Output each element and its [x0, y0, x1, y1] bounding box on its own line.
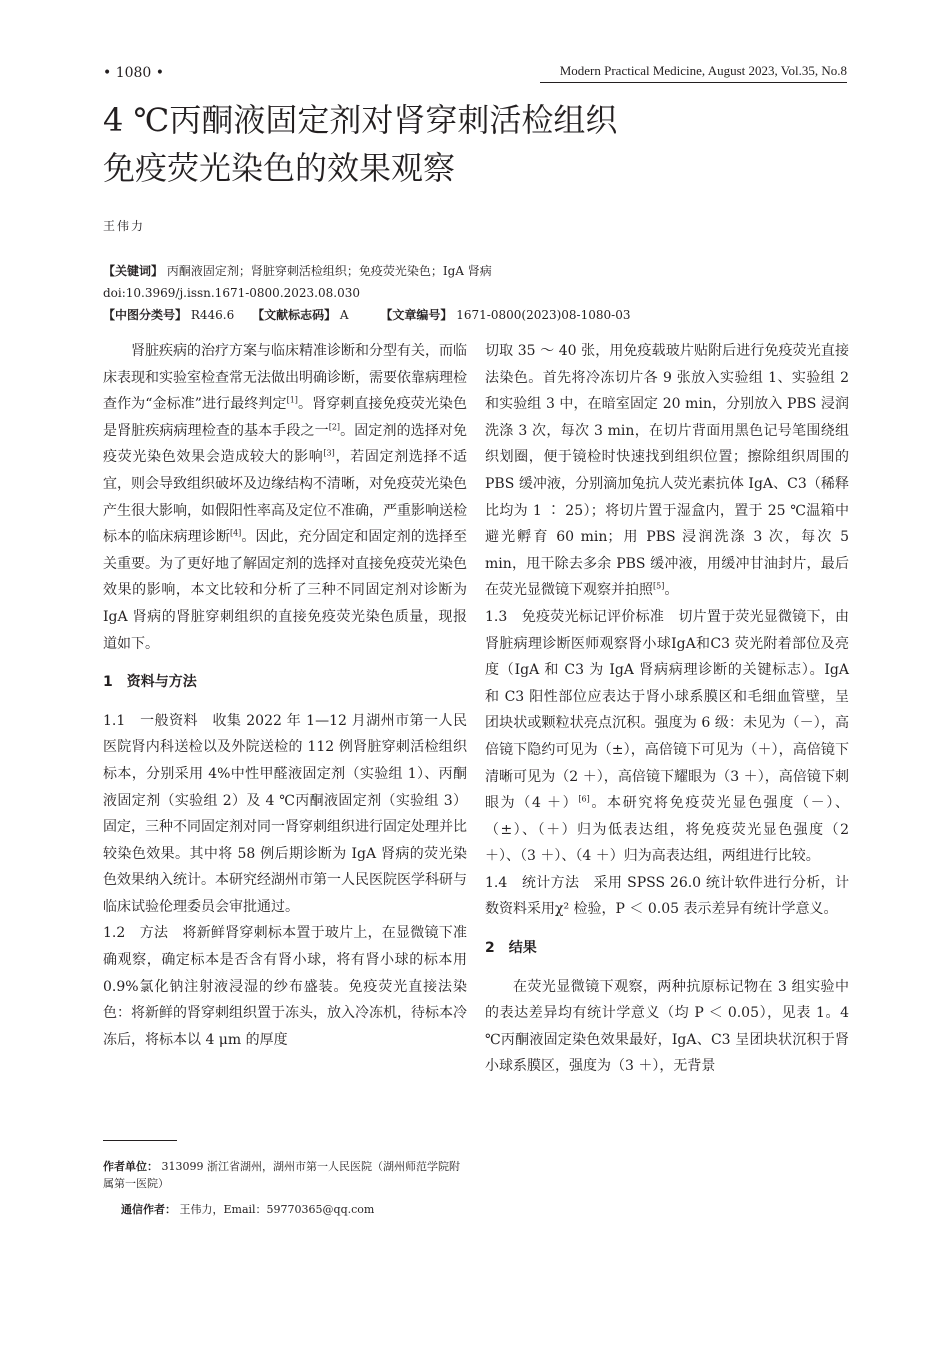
corresponding-author: 王伟力，Email：59770365@qq.com	[179, 1203, 375, 1216]
classification-line	[103, 306, 863, 324]
paragraph-1-3-text-a: 1.3 免疫荧光标记评价标准 切片置于荧光显微镜下，由肾脏病理诊断医师观察肾小球IgA和C3 荧光附着部位及亮度（IgA 和 C3 为 IgA 肾病病理诊断的关键标志）。IgA 和 C3 阳性部位应表达于肾小球系膜区和毛细血管壁，呈团块状或颗粒状亮点沉积。强度为 6 级：未见为（－），高倍镜下隐约可见为（±），高倍镜下可见为（＋），高倍镜下清晰可见为（2 ＋），高倍镜下耀眼为（3 ＋），高倍镜下刺眼为（4 ＋）	[485, 608, 849, 812]
corresponding-footnote	[121, 1201, 483, 1218]
paragraph-1-2: 1.2 方法 将新鲜肾穿刺标本置于玻片上，在显微镜下准确观察，确定标本是否含有肾小球，将有肾小球的标本用 0.9%氯化钠注射液浸湿的纱布盛装。免疫荧光直接法染色：将新鲜的肾穿刺组织置于冻头，放入冷冻机，待标本冷冻后，将标本以 4 μm 的厚度	[103, 925, 467, 1048]
article-title	[103, 96, 803, 192]
results-paragraph: 在荧光显微镜下观察，两种抗原标记物在 3 组实验中的表达差异均有统计学意义（均 P ＜ 0.05），见表 1。4 ℃丙酮液固定染色效果最好，IgA、C3 呈团块状沉积于肾小球系膜区，强度为（3 ＋），无背景	[485, 978, 849, 1075]
section-heading-2: 2 结果	[485, 940, 537, 957]
footnote-rule	[103, 1140, 177, 1141]
clc-value: R446.6	[190, 308, 235, 322]
continued-text-end: 。	[664, 582, 679, 599]
corresponding-label: 通信作者：	[121, 1203, 176, 1216]
keywords-label: 【关键词】	[103, 264, 164, 278]
right-column	[485, 338, 849, 1080]
intro-text-3: 。固定剂的选择对免疫荧光染色效果会造成较大的影响	[103, 422, 468, 466]
intro-text-4: ，若固定剂选择不适宜，则会导致组织破坏及边缘结构不清晰，对免疫荧光染色产生很大影响，如假阳性率高及定位不准确，严重影响送检标本的临床病理诊断	[103, 449, 468, 546]
citation-6: [6]	[578, 794, 590, 804]
intro-text-2: 。肾穿刺直接免疫荧光染色是肾脏疾病病理检查的基本手段之一	[103, 396, 467, 439]
citation-4: [4]	[229, 528, 242, 538]
paragraph-1-4: 1.4 统计方法 采用 SPSS 26.0 统计软件进行分析，计数资料采用χ² 检验，P ＜ 0.05 表示差异有统计学意义。	[485, 874, 849, 918]
keywords: 丙酮液固定剂；肾脏穿刺活检组织；免疫荧光染色；IgA 肾病	[166, 264, 492, 278]
doi: doi:10.3969/j.issn.1671-0800.2023.08.030	[103, 286, 360, 300]
citation-3: [3]	[323, 448, 335, 458]
citation-2: [2]	[328, 422, 341, 432]
doc-code-value: A	[339, 308, 349, 322]
citation-5: [5]	[653, 581, 665, 591]
article-id-value: 1671-0800(2023)08-1080-03	[456, 308, 631, 322]
left-column	[103, 338, 467, 1053]
affiliation-label: 作者单位：	[103, 1160, 158, 1173]
keywords-line	[103, 262, 863, 280]
paragraph-1-1: 1.1 一般资料 收集 2022 年 1—12 月湖州市第一人民医院肾内科送检以及外院送检的 112 例肾脏穿刺活检组织标本，分别采用 4%中性甲醛液固定剂（实验组 1）、丙酮液固定剂（实验组 2）及 4 ℃丙酮液固定剂（实验组 3）固定，三种不同固定剂对同一肾穿刺组织进行固定处理并比较染色效果。其中将 58 例后期诊断为 IgA 肾病的荧光染色效果纳入统计。本研究经湖州市第一人民医院医学科研与临床试验伦理委员会审批通过。	[103, 712, 467, 915]
paragraph-1-3	[485, 604, 849, 870]
affiliation-footnote	[103, 1158, 465, 1192]
page-number: • 1080 •	[103, 65, 165, 81]
paragraph-1-2-continued	[485, 338, 849, 604]
title-line-1: 4 ℃丙酮液固定剂对肾穿刺活检组织	[103, 101, 618, 139]
author: 王伟力	[103, 219, 146, 233]
intro-text-5: 。因此，充分固定和固定剂的选择至关重要。为了更好地了解固定剂的选择对直接免疫荧光染色效果的影响，本文比较和分析了三种不同固定剂对诊断为IgA 肾病的肾脏穿刺组织的直接免疫荧光染色质量，现报道如下。	[103, 529, 468, 652]
doc-code-label: 【文献标志码】	[252, 308, 337, 322]
affiliation: 313099 浙江省湖州，湖州市第一人民医院（湖州师范学院附属第一医院）	[103, 1160, 460, 1190]
section-heading-1: 1 资料与方法	[103, 674, 197, 691]
paragraph-1-3-text-b: 。本研究将免疫荧光显色强度（－）、（±）、（＋）归为低表达组，将免疫荧光显色强度（2 ＋）、（3 ＋）、（4 ＋）归为高表达组，两组进行比较。	[485, 795, 850, 865]
title-line-2: 免疫荧光染色的效果观察	[103, 149, 456, 187]
continued-text: 切取 35 ～ 40 张，用免疫载玻片贴附后进行免疫荧光直接法染色。首先将冷冻切片各 9 张放入实验组 1、实验组 2 和实验组 3 中，在暗室固定 20 min，分别放入 PBS 浸润洗涤 3 次，每次 3 min，在切片背面用黑色记号笔围绕组织划圈，便于镜检时快速找到组织位置；擦除组织周围的 PBS 缓冲液，分别滴加兔抗人荧光素抗体 IgA、C3（稀释比均为 1 ∶ 25）；将切片置于湿盒内，置于 25 ℃温箱中避光孵育 60 min；用 PBS 浸润洗涤 3 次，每次 5 min，甩干除去多余 PBS 缓冲液，用缓冲甘油封片，最后在荧光显微镜下观察并拍照	[485, 343, 849, 599]
header-rule	[540, 82, 847, 83]
citation-1: [1]	[286, 395, 298, 405]
article-id-label: 【文章编号】	[380, 308, 453, 322]
running-head: Modern Practical Medicine, August 2023, Vol.35, No.8	[559, 63, 847, 78]
intro-paragraph	[103, 338, 467, 657]
intro-text-1: 肾脏疾病的治疗方案与临床精准诊断和分型有关，而临床表现和实验室检查常无法做出明确诊断，需要依靠病理检查作为“金标准”进行最终判定	[103, 343, 467, 413]
clc-label: 【中图分类号】	[103, 308, 188, 322]
